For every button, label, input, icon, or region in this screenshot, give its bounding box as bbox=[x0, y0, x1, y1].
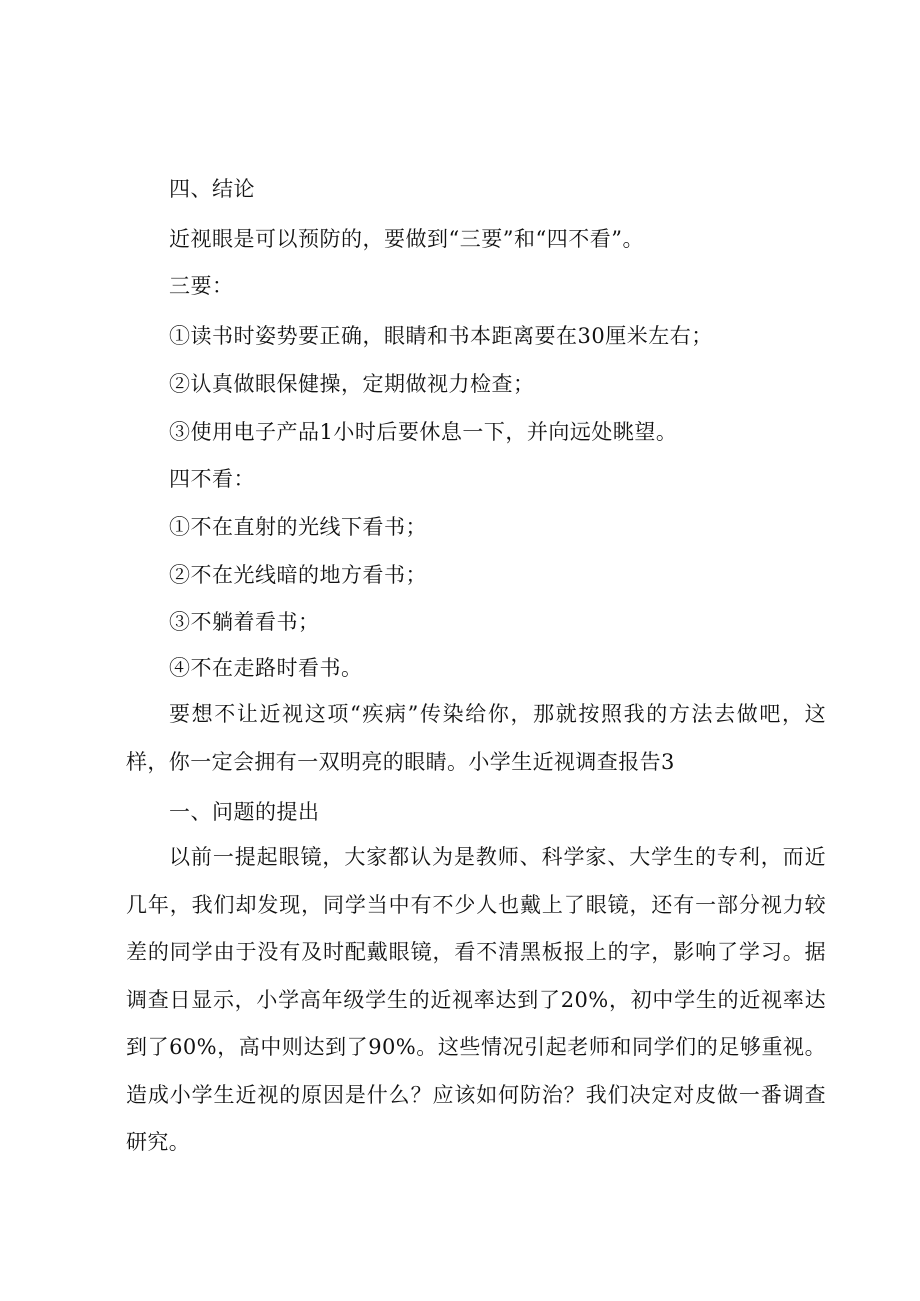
three-musts-title: 三要： bbox=[169, 274, 234, 298]
conclusion-heading: 四、结论 bbox=[169, 177, 255, 201]
three-musts-item-3: ③使用电子产品1小时后要休息一下，并向远处眺望。 bbox=[169, 420, 678, 444]
three-musts-item-1: ①读书时姿势要正确，眼睛和书本距离要在30厘米左右； bbox=[169, 324, 713, 348]
four-donts-item-1: ①不在直射的光线下看书； bbox=[169, 515, 427, 539]
three-musts-item-2: ②认真做眼保健操，定期做视力检查； bbox=[169, 372, 535, 396]
four-donts-item-2: ②不在光线暗的地方看书； bbox=[169, 563, 427, 587]
conclusion-intro: 近视眼是可以预防的，要做到“三要”和“四不看”。 bbox=[169, 227, 644, 251]
section-one-body-paragraph: 以前一提起眼镜，大家都认为是教师、科学家、大学生的专利，而近几年，我们却发现，同学当中有不少人也戴上了眼镜，还有一部分视力较差的同学由于没有及时配戴眼镜，看不清黑板报上的字，影响了学习。据调查日显示，小学高年级学生的近视率达到了20%，初中学生的近视率达到了60%，高中则达到了90%。这些情况引起老师和同学们的足够重视。造成小学生近视的原因是什么？应该如何防治？我们决定对皮做一番调查研究。 bbox=[126, 845, 826, 1154]
four-donts-item-3: ③不躺着看书； bbox=[169, 610, 320, 634]
four-donts-title: 四不看： bbox=[169, 467, 255, 491]
conclusion-closing-paragraph: 要想不让近视这项“疾病”传染给你，那就按照我的方法去做吧，这样，你一定会拥有一双明亮的眼睛。小学生近视调查报告3 bbox=[126, 702, 826, 774]
section-one-heading: 一、问题的提出 bbox=[169, 800, 320, 824]
four-donts-item-4: ④不在走路时看书。 bbox=[169, 656, 363, 680]
